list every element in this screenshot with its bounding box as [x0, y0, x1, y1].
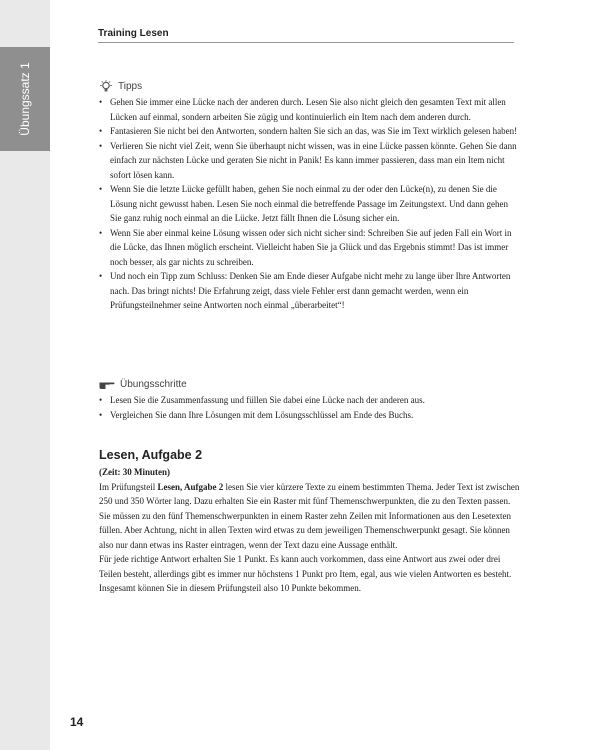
task-heading: Lesen, Aufgabe 2 — [99, 448, 203, 462]
step-item: • Vergleichen Sie dann Ihre Lösungen mit dem Lösungsschlüssel am Ende des Buchs. — [99, 408, 519, 423]
header-divider — [98, 42, 514, 43]
tip-item: • Wenn Sie aber einmal keine Lösung wissen oder sich nicht sicher sind: Schreiben Sie auf jeden Fall ein Wort in die Lücke, das Ihnen möglich erscheint. Vielleicht haben Sie ja Glück und das Ergebnis stimmt! Das ist immer noch besser, als gar nichts zu schreiben. — [99, 226, 519, 270]
running-header-title: Training Lesen — [98, 28, 169, 39]
tip-item: • Gehen Sie immer eine Lücke nach der anderen durch. Lesen Sie also nicht gleich den gesamten Text mit allen Lücken auf einmal, sondern arbeiten Sie zügig und kontinuierlich ein Item nach dem anderen durch. — [99, 95, 519, 124]
tip-item: • Fantasieren Sie nicht bei den Antworten, sondern halten Sie sich an das, was Sie im Text wirklich gelesen haben! — [99, 124, 519, 139]
task-reference: Lesen, Aufgabe 2 — [157, 481, 224, 492]
task-paragraph-2: Für jede richtige Antwort erhalten Sie 1 Punkt. Es kann auch vorkommen, dass eine Antwort aus zwei oder drei Teilen besteht, allerdings gibt es immer nur höchstens 1 Punkt pro Item, egal, aus wie vielen Antworten es besteht. Insgesamt können Sie in diesem Prüfungsteil also 10 Punkte bekommen. — [99, 554, 512, 593]
task-paragraph-1: Im Prüfungsteil Lesen, Aufgabe 2 lesen Sie vier kürzere Texte zu einem bestimmten Thema. Jeder Text ist zwischen 250 und 350 Wörter lang. Dazu erhalten Sie ein Raster mit fünf Themenschwerpunkten, die zu den Texten passen. Sie müssen zu den fünf Themenschwerpunkten in einem Raster zehn Zeilen mit Informationen aus den Lesetexten füllen. Aber Achtung, nicht in allen Texten wird etwas zu dem jeweiligen Themenschwerpunkt gesagt. Sie können also nur dann etwas ins Raster eintragen, wenn der Text dazu eine Aussage enthält. — [99, 481, 520, 550]
steps-list — [99, 393, 519, 422]
lightbulb-icon — [99, 80, 113, 93]
task-description — [99, 465, 521, 596]
tip-item: • Und noch ein Tipp zum Schluss: Denken Sie am Ende dieser Aufgabe nicht mehr zu lange über Ihre Antworten nach. Das bringt nichts! Die Erfahrung zeigt, dass viele Fehler erst dann gemacht werden, wenn ein Prüfungsteilnehmer seine Antworten noch einmal „überarbeitet“! — [99, 269, 519, 313]
tips-heading — [99, 80, 142, 93]
section-tab-label: Übungssatz 1 — [18, 62, 32, 136]
steps-heading — [99, 379, 187, 390]
tip-item: • Verlieren Sie nicht viel Zeit, wenn Sie überhaupt nicht wissen, was in eine Lücke passen könnte. Gehen Sie dann einfach zur nächsten Lücke und geraten Sie nicht in Panik! Es kann immer passieren, dass man ein Item nicht sofort lösen kann. — [99, 139, 519, 183]
tip-item: • Wenn Sie die letzte Lücke gefüllt haben, gehen Sie noch einmal zu der oder den Lücke(n), zu denen Sie die Lösung nicht gewusst haben. Lesen Sie noch einmal die betreffende Passage im Zeitungstext. Und dann gehen Sie ganz ruhig noch einmal an die Lücke. Jetzt fällt Ihnen die Lösung sicher ein. — [99, 182, 519, 226]
pointing-hand-icon — [99, 379, 115, 390]
steps-heading-label: Übungsschritte — [120, 379, 187, 390]
tips-list — [99, 95, 519, 313]
step-item: • Lesen Sie die Zusammenfassung und füllen Sie dabei eine Lücke nach der anderen aus. — [99, 393, 519, 408]
tips-heading-label: Tipps — [118, 81, 143, 92]
page-number: 14 — [70, 715, 84, 729]
time-note: (Zeit: 30 Minuten) — [99, 467, 170, 477]
